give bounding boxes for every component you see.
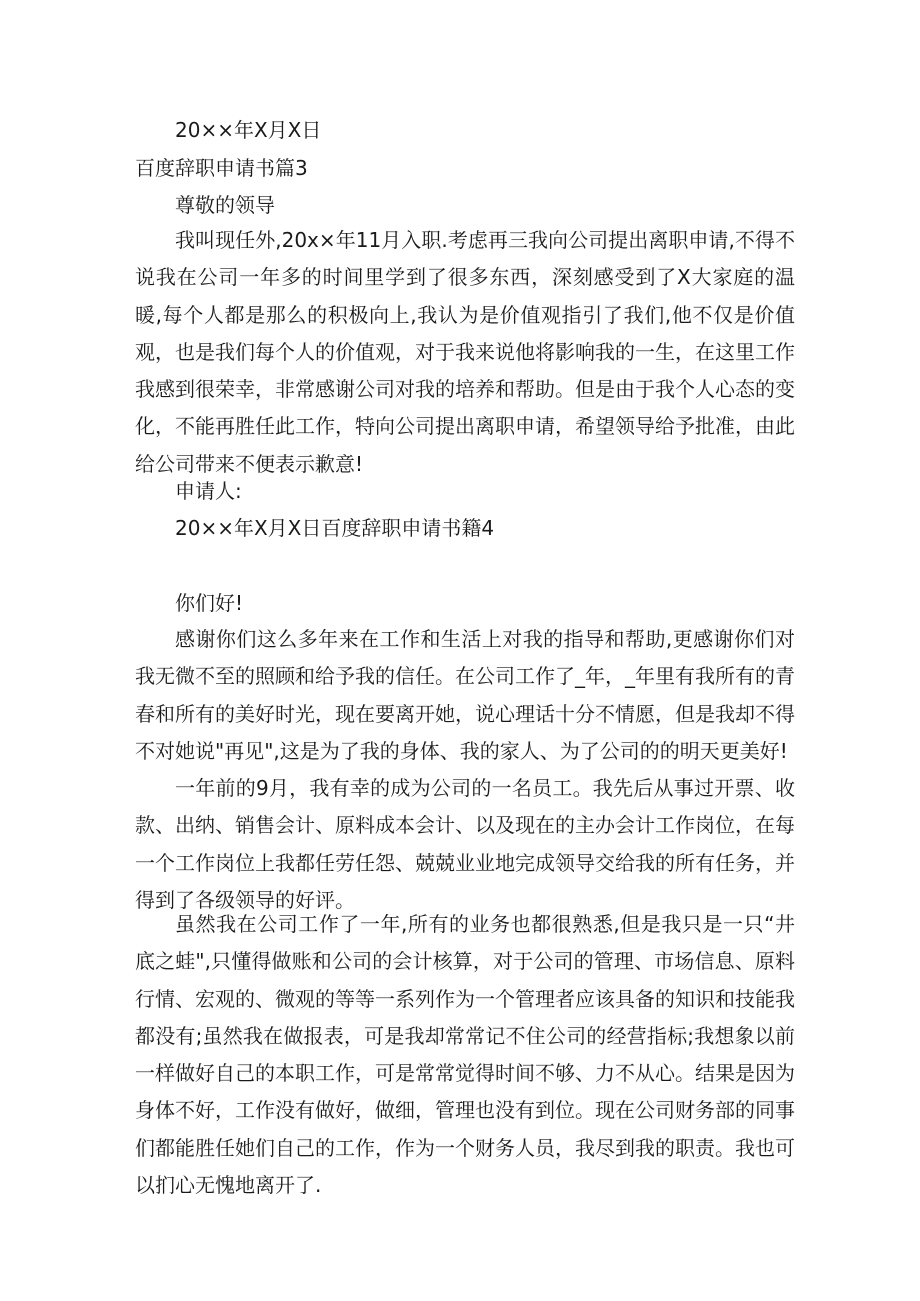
- body-paragraph: 感谢你们这么多年来在工作和生活上对我的指导和帮助,更感谢你们对我无微不至的照顾和给予我的信任。在公司工作了_年，_年里有我所有的青春和所有的美好时光，现在要离开她，说心理话十分不情愿，但是我却不得不对她说"再见",这是为了我的身体、我的家人、为了公司的的明天更美好!: [135, 627, 795, 763]
- date-line: 20××年X月X日: [175, 118, 322, 142]
- body-paragraph: 一年前的9月，我有幸的成为公司的一名员工。我先后从事过开票、收款、出纳、销售会计、原料成本会计、以及现在的主办会计工作岗位，在每一个工作岗位上我都任劳任怨、兢兢业业地完成领导交给我的所有任务，并得到了各级领导的好评。: [135, 776, 795, 912]
- section-heading: 百度辞职申请书篇3: [135, 156, 308, 180]
- date-heading-line: 20××年X月X日百度辞职申请书籍4: [175, 516, 495, 540]
- body-paragraph: 虽然我在公司工作了一年,所有的业务也都很熟悉,但是我只是一只“井底之蛙",只懂得做账和公司的会计核算，对于公司的管理、市场信息、原料行情、宏观的、微观的等等一系列作为一个管理者应该具备的知识和技能我都没有;虽然我在做报表，可是我却常常记不住公司的经营指标;我想象以前一样做好自己的本职工作，可是常常觉得时间不够、力不从心。结果是因为身体不好，工作没有做好，做细，管理也没有到位。现在公司财务部的同事们都能胜任她们自己的工作，作为一个财务人员，我尽到我的职责。我也可以扪心无愧地离开了.: [135, 912, 795, 1198]
- salutation: 尊敬的领导: [175, 193, 275, 217]
- salutation: 你们好!: [175, 591, 244, 615]
- body-paragraph: 我叫现任外,20x×年11月入职.考虑再三我向公司提出离职申请,不得不说我在公司一年多的时间里学到了很多东西，深刻感受到了X大家庭的温暖,每个人都是那么的积极向上,我认为是价值观指引了我们,他不仅是价值观，也是我们每个人的价值观，对于我来说他将影响我的一生，在这里工作我感到很荣幸，非常感谢公司对我的培养和帮助。但是由于我个人心态的变化，不能再胜任此工作，特向公司提出离职申请，希望领导给予批准，由此给公司带来不便表示歉意!: [135, 228, 795, 476]
- applicant-label: 申请人:: [175, 479, 242, 503]
